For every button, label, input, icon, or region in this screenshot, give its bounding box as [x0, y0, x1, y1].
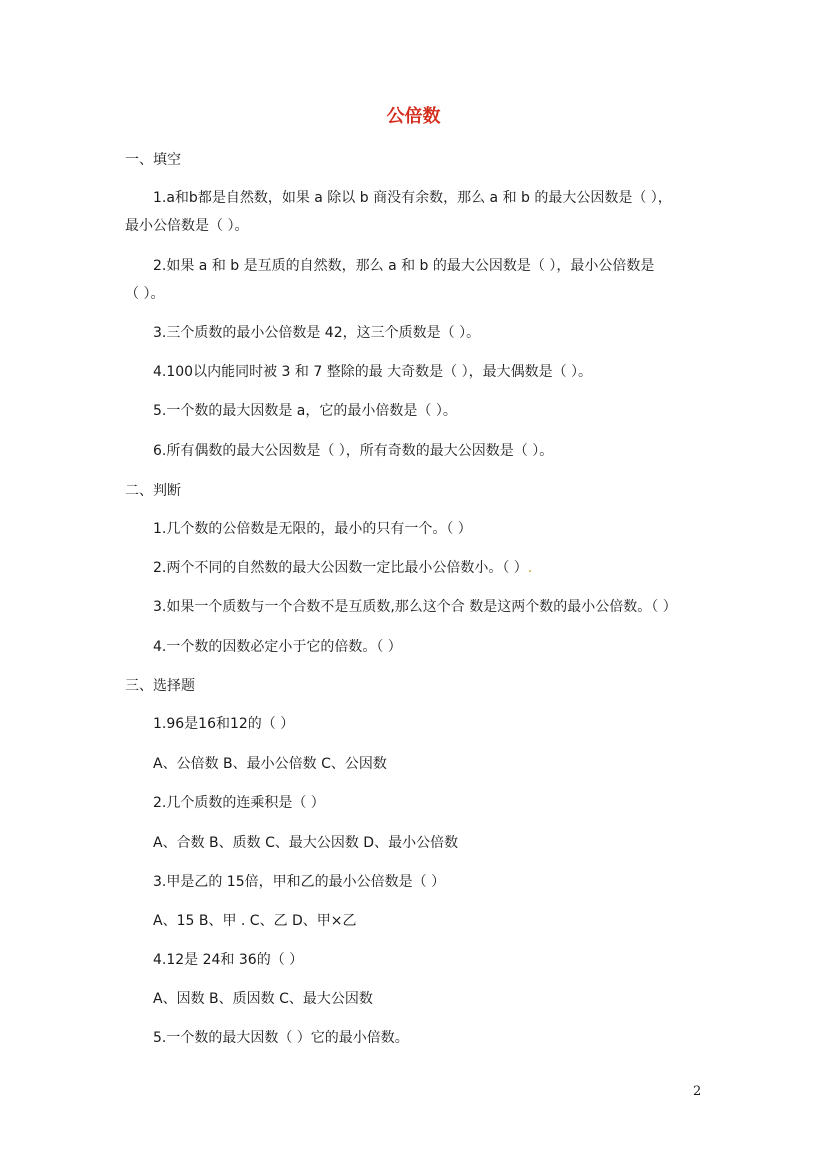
fill-question-1-cont: 最小公倍数是（ ）。 [125, 218, 249, 234]
fill-question-4: 4.100以内能同时被 3 和 7 整除的最 大奇数是（ ），最大偶数是（ ）。 [153, 364, 593, 380]
choice-question-1: 1.96是16和12的（ ） [153, 716, 295, 732]
section-heading-judge: 二、判断 [125, 483, 181, 499]
judge-question-3: 3.如果一个质数与一个合数不是互质数,那么这个合 数是这两个数的最小公倍数。（ ） [153, 599, 677, 615]
choice-question-2-options: A、合数 B、质数 C、最大公因数 D、最小公倍数 [153, 835, 459, 851]
choice-question-2: 2.几个质数的连乘积是（ ） [153, 795, 325, 811]
fill-question-2: 2.如果 a 和 b 是互质的自然数，那么 a 和 b 的最大公因数是（ ），最小公倍数是 [153, 258, 655, 274]
judge-question-2 [153, 558, 532, 578]
choice-question-3-options: A、15 B、甲 . C、乙 D、甲×乙 [153, 913, 357, 929]
fill-question-5: 5.一个数的最大因数是 a，它的最小倍数是（ ）。 [153, 403, 457, 419]
fill-question-2-cont: （ ）。 [125, 286, 165, 302]
judge-question-2-text: 2.两个不同的自然数的最大公因数一定比最小公倍数小。（ ） [153, 560, 528, 576]
choice-question-4-options: A、因数 B、质因数 C、最大公因数 [153, 991, 373, 1007]
section-heading-fill: 一、填空 [125, 152, 181, 168]
choice-question-4: 4.12是 24和 36的（ ） [153, 952, 304, 968]
choice-question-3: 3.甲是乙的 15倍，甲和乙的最小公倍数是（ ） [153, 874, 446, 890]
judge-question-1: 1.几个数的公倍数是无限的，最小的只有一个。（ ） [153, 521, 472, 537]
stray-mark: . [527, 560, 533, 576]
choice-question-5: 5.一个数的最大因数（ ）它的最小倍数。 [153, 1030, 409, 1046]
judge-question-4: 4.一个数的因数必定小于它的倍数。（ ） [153, 639, 402, 655]
fill-question-6: 6.所有偶数的最大公因数是（ ），所有奇数的最大公因数是（ ）。 [153, 443, 554, 459]
section-heading-choice: 三、选择题 [125, 678, 195, 694]
fill-question-1: 1.a和b都是自然数，如果 a 除以 b 商没有余数，那么 a 和 b 的最大公因数是（ ）， [153, 190, 672, 206]
choice-question-1-options: A、公倍数 B、最小公倍数 C、公因数 [153, 756, 387, 772]
page-title: 公倍数 [386, 106, 441, 127]
page-number: 2 [693, 1084, 702, 1099]
fill-question-3: 3.三个质数的最小公倍数是 42，这三个质数是（ ）。 [153, 325, 481, 341]
